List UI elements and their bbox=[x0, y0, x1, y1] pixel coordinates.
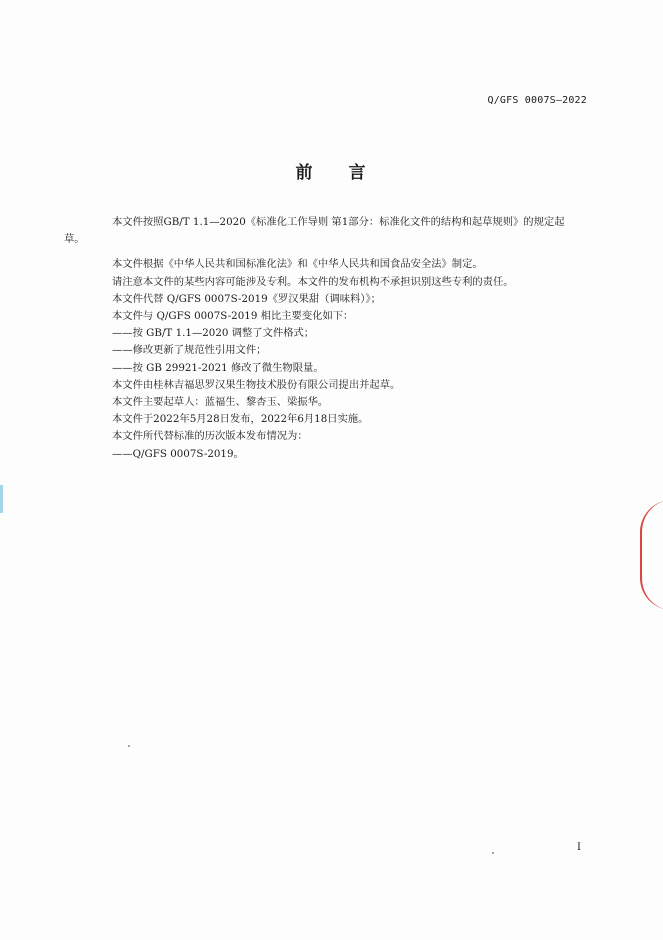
scan-edge-mark bbox=[0, 485, 3, 513]
scan-speck bbox=[128, 745, 130, 747]
title-char-2: 言 bbox=[348, 163, 368, 183]
paragraph-line: 本文件按照GB/T 1.1—2020《标准化工作导则 第1部分：标准化文件的结构和起草规则》的规定起 bbox=[112, 216, 565, 228]
paragraph: 本文件与 Q/GFS 0007S-2019 相比主要变化如下： bbox=[112, 310, 354, 323]
paragraph: 请注意本文件的某些内容可能涉及专利。本文件的发布机构不承担识别这些专利的责任。 bbox=[112, 275, 514, 288]
scan-speck bbox=[492, 852, 494, 854]
section-title bbox=[0, 158, 663, 183]
paragraph: 本文件所代替标准的历次版本发布情况为： bbox=[112, 430, 308, 443]
list-item: ——Q/GFS 0007S-2019。 bbox=[112, 447, 244, 460]
list-item: ——按 GB 29921-2021 修改了微生物限量。 bbox=[112, 361, 324, 374]
page-number: I bbox=[577, 842, 581, 853]
paragraph: 本文件主要起草人：蓝福生、黎杏玉、梁振华。 bbox=[112, 396, 329, 409]
paragraph-continuation: 草。 bbox=[64, 233, 85, 246]
list-item: ——按 GB/T 1.1—2020 调整了文件格式； bbox=[112, 327, 315, 340]
seal-stamp bbox=[640, 500, 663, 610]
document-code: Q/GFS 0007S—2022 bbox=[487, 95, 587, 106]
paragraph: 本文件由桂林吉福思罗汉果生物技术股份有限公司提出并起草。 bbox=[112, 378, 401, 391]
title-char-1: 前 bbox=[295, 163, 315, 183]
paragraph: 本文件于2022年5月28日发布，2022年6月18日实施。 bbox=[112, 413, 369, 426]
paragraph: 本文件根据《中华人民共和国标准化法》和《中华人民共和国食品安全法》制定。 bbox=[112, 258, 483, 271]
paragraph bbox=[64, 214, 598, 248]
foreword-body bbox=[64, 214, 598, 463]
list-item: ——修改更新了规范性引用文件； bbox=[112, 344, 267, 357]
paragraph: 本文件代替 Q/GFS 0007S-2019《罗汉果甜（调味料）》； bbox=[112, 292, 381, 305]
